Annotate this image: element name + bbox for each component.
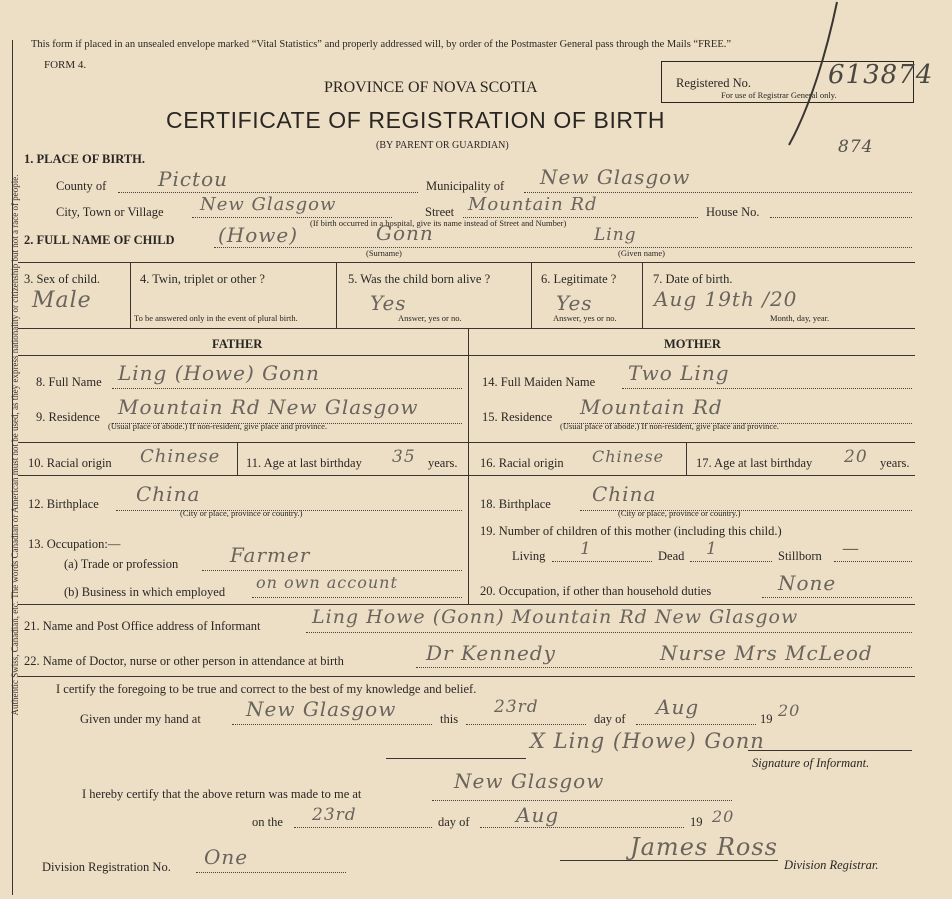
municipality-value: New Glasgow <box>540 165 691 189</box>
father-heading: FATHER <box>212 337 263 351</box>
division-line <box>196 872 346 873</box>
municipality-line <box>524 192 912 193</box>
return-day-value: 23rd <box>312 805 357 825</box>
mother-name-value: Two Ling <box>628 361 730 385</box>
on-the-label: on the <box>252 815 283 829</box>
father-business-value: on own account <box>256 573 398 592</box>
return-place-value: New Glasgow <box>454 769 605 793</box>
given-label: Given under my hand at <box>80 712 201 726</box>
child-surname: (Howe) <box>218 223 299 247</box>
mother-race-value: Chinese <box>592 447 665 466</box>
legit-note: Answer, yes or no. <box>553 313 617 323</box>
return-day-line <box>294 827 432 828</box>
place-of-birth-label: 1. PLACE OF BIRTH. <box>24 152 145 166</box>
registered-number: 613874 <box>828 60 934 90</box>
division-value: One <box>204 845 249 869</box>
rule-certify-top <box>18 676 915 677</box>
child-name-line <box>214 247 912 248</box>
certify-text: I certify the foregoing to be true and correct to the best of my knowledge and belief. <box>56 682 477 696</box>
father-bp-label: 12. Birthplace <box>28 497 99 511</box>
stillborn-label: Stillborn <box>778 549 822 563</box>
father-race-value: Chinese <box>140 446 221 467</box>
twin-label: 4. Twin, triplet or other ? <box>140 272 265 286</box>
informant-signature: X Ling (Howe) Gonn <box>530 729 765 753</box>
given-place-value: New Glasgow <box>246 697 397 721</box>
given-place-line <box>232 724 432 725</box>
mother-occ-label: 20. Occupation, if other than household duties <box>480 584 712 598</box>
this-label: this <box>440 712 459 726</box>
dead-value: 1 <box>706 539 718 559</box>
signature-caption: Signature of Informant. <box>752 756 870 770</box>
registrar-line <box>560 860 778 861</box>
living-line <box>552 561 652 562</box>
sex-label: 3. Sex of child. <box>24 272 101 286</box>
father-race-label: 10. Racial origin <box>28 456 112 470</box>
city-label: City, Town or Village <box>56 205 164 219</box>
living-value: 1 <box>580 539 592 559</box>
corner-number: 874 <box>838 137 874 157</box>
county-value: Pictou <box>158 167 229 191</box>
mother-children-label: 19. Number of children of this mother (including this child.) <box>480 524 782 538</box>
dob-note: Month, day, year. <box>770 313 830 323</box>
father-trade-value: Farmer <box>230 543 311 567</box>
child-name-label: 2. FULL NAME OF CHILD <box>24 233 175 247</box>
mother-occ-value: None <box>778 571 837 595</box>
rule-race-top <box>18 442 915 443</box>
stillborn-value: — <box>842 539 860 559</box>
hospital-note: (If birth occurred in a hospital, give its name instead of Street and Number) <box>310 218 567 228</box>
father-res-label: 9. Residence <box>36 410 100 424</box>
divider-alive <box>531 262 532 328</box>
month-line <box>636 724 756 725</box>
mother-bp-value: China <box>592 482 657 506</box>
street-value: Mountain Rd <box>468 194 598 215</box>
nurse-value: Nurse Mrs McLeod <box>660 641 873 665</box>
father-name-label: 8. Full Name <box>36 375 102 389</box>
given-caption: (Given name) <box>618 248 665 258</box>
father-age-unit: years. <box>428 456 458 470</box>
rule-row3-bottom <box>18 328 915 329</box>
return-month-value: Aug <box>516 803 560 827</box>
stillborn-line <box>834 561 912 562</box>
mother-age-unit: years. <box>880 456 910 470</box>
legit-label: 6. Legitimate ? <box>541 272 617 286</box>
municipality-label: Municipality of <box>426 179 505 193</box>
dead-label: Dead <box>658 549 685 563</box>
return-day-of-label: day of <box>438 815 470 829</box>
surname-caption: (Surname) <box>366 248 402 258</box>
father-name-value: Ling (Howe) Gonn <box>118 361 320 385</box>
mother-res-value: Mountain Rd <box>580 395 723 419</box>
father-bp-value: China <box>136 482 201 506</box>
year-value: 20 <box>778 701 801 720</box>
mother-name-label: 14. Full Maiden Name <box>482 375 596 389</box>
alive-note: Answer, yes or no. <box>398 313 462 323</box>
dob-value: Aug 19th /20 <box>654 287 798 311</box>
alive-value: Yes <box>370 291 407 315</box>
mother-name-line <box>622 388 912 389</box>
return-place-line <box>432 800 732 801</box>
mother-age-label: 17. Age at last birthday <box>696 456 813 470</box>
father-age-value: 35 <box>392 447 416 467</box>
father-bp-note: (City or place, province or country.) <box>180 508 303 518</box>
registered-label: Registered No. <box>676 76 751 90</box>
mother-res-note: (Usual place of abode.) If non-resident, give place and province. <box>560 421 780 431</box>
father-res-note: (Usual place of abode.) If non-resident, give place and province. <box>108 421 328 431</box>
dob-label: 7. Date of birth. <box>653 272 733 286</box>
signature-line-left <box>386 758 526 759</box>
mother-bp-label: 18. Birthplace <box>480 497 551 511</box>
street-label: Street <box>425 205 455 219</box>
rule-parents-heading <box>18 355 915 356</box>
rule-race-bottom <box>18 475 915 476</box>
father-business-line <box>252 597 462 598</box>
form-number: FORM 4. <box>44 59 87 71</box>
house-line <box>770 217 912 218</box>
mother-res-label: 15. Residence <box>482 410 553 424</box>
year-prefix: 19 <box>760 712 773 726</box>
child-given-chinese: Gonn <box>376 221 434 245</box>
return-text: I hereby certify that the above return was made to me at <box>82 787 362 801</box>
legit-value: Yes <box>556 291 593 315</box>
informant-value: Ling Howe (Gonn) Mountain Rd New Glasgow <box>312 606 799 628</box>
alive-label: 5. Was the child born alive ? <box>348 272 491 286</box>
registrar-signature: James Ross <box>630 833 778 861</box>
divider-mother-age <box>686 442 687 475</box>
county-line <box>118 192 418 193</box>
twin-note: To be answered only in the event of plural birth. <box>134 313 298 323</box>
division-label: Division Registration No. <box>42 860 171 874</box>
divider-parents <box>468 328 469 604</box>
side-margin-text: Authentic Swiss, Canadian, etc. The words Canadian or American must not be used, as they express nationality or citizenship but not a race of people. <box>10 174 20 716</box>
return-year-value: 20 <box>712 807 735 826</box>
living-label: Living <box>512 549 546 563</box>
day-line <box>466 724 586 725</box>
registrar-pen-stroke <box>775 0 845 150</box>
mother-occ-line <box>762 597 912 598</box>
signature-line-right <box>748 750 912 751</box>
divider-twin <box>336 262 337 328</box>
mother-age-value: 20 <box>844 447 868 467</box>
father-occ-label: 13. Occupation:— <box>28 537 121 551</box>
postal-notice: This form if placed in an unsealed envelope marked “Vital Statistics” and properly addressed will, by order of the Postmaster General pass through the Mails “FREE.” <box>31 39 732 50</box>
divider-father-age <box>237 442 238 475</box>
mother-heading: MOTHER <box>664 337 721 351</box>
doctor-value: Dr Kennedy <box>426 641 556 665</box>
return-month-line <box>480 827 684 828</box>
father-name-line <box>112 388 462 389</box>
divider-sex <box>130 262 131 328</box>
house-label: House No. <box>706 205 760 219</box>
divider-legit <box>642 262 643 328</box>
page-subtitle: (BY PARENT OR GUARDIAN) <box>376 140 509 151</box>
registrar-use-note: For use of Registrar General only. <box>721 90 837 100</box>
registrar-caption: Division Registrar. <box>784 858 879 872</box>
month-value: Aug <box>656 695 700 719</box>
father-age-label: 11. Age at last birthday <box>246 456 362 470</box>
day-value: 23rd <box>494 697 539 717</box>
father-business-label: (b) Business in which employed <box>64 585 226 599</box>
province-heading: PROVINCE OF NOVA SCOTIA <box>324 79 538 96</box>
county-label: County of <box>56 179 107 193</box>
mother-bp-note: (City or place, province or country.) <box>618 508 741 518</box>
return-year-prefix: 19 <box>690 815 703 829</box>
doctor-line <box>416 667 912 668</box>
informant-line <box>306 632 912 633</box>
doctor-label: 22. Name of Doctor, nurse or other person in attendance at birth <box>24 654 344 668</box>
rule-informant-top <box>18 604 915 605</box>
father-res-value: Mountain Rd New Glasgow <box>118 395 419 419</box>
day-of-label: day of <box>594 712 626 726</box>
sex-value: Male <box>32 288 92 313</box>
margin-rule <box>12 40 13 895</box>
page-title: CERTIFICATE OF REGISTRATION OF BIRTH <box>166 107 666 133</box>
dead-line <box>690 561 772 562</box>
child-given-name: Ling <box>594 225 637 245</box>
rule-row3-top <box>18 262 915 263</box>
father-trade-label: (a) Trade or profession <box>64 557 179 571</box>
informant-label: 21. Name and Post Office address of Informant <box>24 619 261 633</box>
father-trade-line <box>202 570 462 571</box>
mother-race-label: 16. Racial origin <box>480 456 564 470</box>
city-value: New Glasgow <box>200 194 337 215</box>
